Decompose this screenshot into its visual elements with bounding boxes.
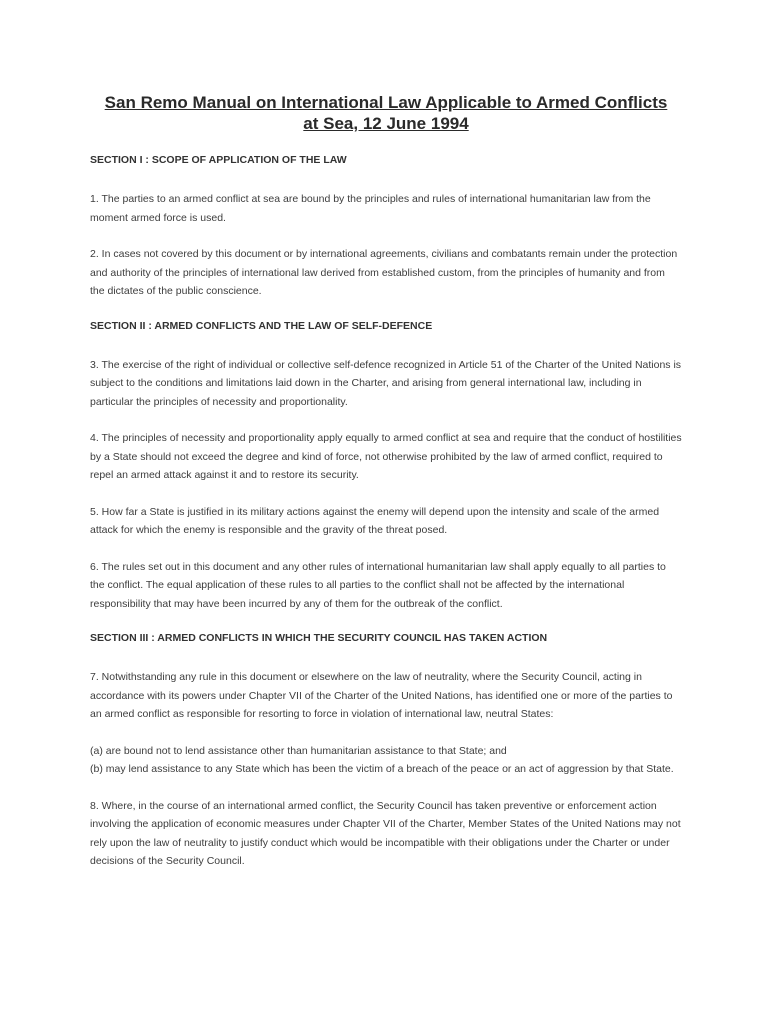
paragraph-8: 8. Where, in the course of an international armed conflict, the Security Council has taken preventive or enforcement action involving the application of economic measures under Chapter VII of the Charter, Member States of the United Nations may not rely upon the law of neutrality to justify conduct which would be incompatible with their obligations under the Charter or under decisions of the Security Council. xyxy=(90,799,681,867)
document-title-line-1: San Remo Manual on International Law Applicable to Armed Conflicts xyxy=(104,93,668,112)
document-title xyxy=(90,92,682,134)
paragraph-7a: (a) are bound not to lend assistance other than humanitarian assistance to that State; and xyxy=(90,744,507,757)
paragraph-5: 5. How far a State is justified in its military actions against the enemy will depend upon the intensity and scale of the armed attack for which the enemy is responsible and the gravity of the threat posed. xyxy=(90,505,660,536)
document-title-line-2: at Sea, 12 June 1994 xyxy=(303,114,469,133)
section-heading-3: SECTION III : ARMED CONFLICTS IN WHICH THE SECURITY COUNCIL HAS TAKEN ACTION xyxy=(90,632,548,644)
paragraph-3: 3. The exercise of the right of individual or collective self-defence recognized in Article 51 of the Charter of the United Nations is subject to the conditions and limitations laid down in the Charter, and arising from general international law, including in particular the principles of necessity and proportionality. xyxy=(90,358,682,408)
paragraph-7b: (b) may lend assistance to any State which has been the victim of a breach of the peace or an act of aggression by that State. xyxy=(90,763,674,775)
paragraph-4: 4. The principles of necessity and proportionality apply equally to armed conflict at sea and require that the conduct of hostilities by a State should not exceed the degree and kind of force, not otherwise prohibited by the law of armed conflict, required to repel an armed attack against it and to restore its security. xyxy=(90,432,682,481)
paragraph-2: 2. In cases not covered by this document or by international agreements, civilians and combatants remain under the protection and authority of the principles of international law derived from established custom, from the principles of humanity and from the dictates of the public conscience. xyxy=(90,248,678,297)
paragraph-6: 6. The rules set out in this document and any other rules of international humanitarian law shall apply equally to all parties to the conflict. The equal application of these rules to all parties to the conflict shall not be affected by the international responsibility that may have been incurred by any of them for the outbreak of the conflict. xyxy=(90,560,666,610)
paragraph-1: 1. The parties to an armed conflict at sea are bound by the principles and rules of international humanitarian law from the moment armed force is used. xyxy=(90,193,651,224)
section-heading-2: SECTION II : ARMED CONFLICTS AND THE LAW OF SELF-DEFENCE xyxy=(90,319,433,332)
section-heading-1: SECTION I : SCOPE OF APPLICATION OF THE LAW xyxy=(90,154,347,166)
document-page xyxy=(90,92,682,889)
paragraph-7: 7. Notwithstanding any rule in this document or elsewhere on the law of neutrality, where the Security Council, acting in accordance with its powers under Chapter VII of the Charter of the United Nations, has identified one or more of the parties to an armed conflict as responsible for resorting to force in violation of international law, neutral States: xyxy=(90,671,673,720)
